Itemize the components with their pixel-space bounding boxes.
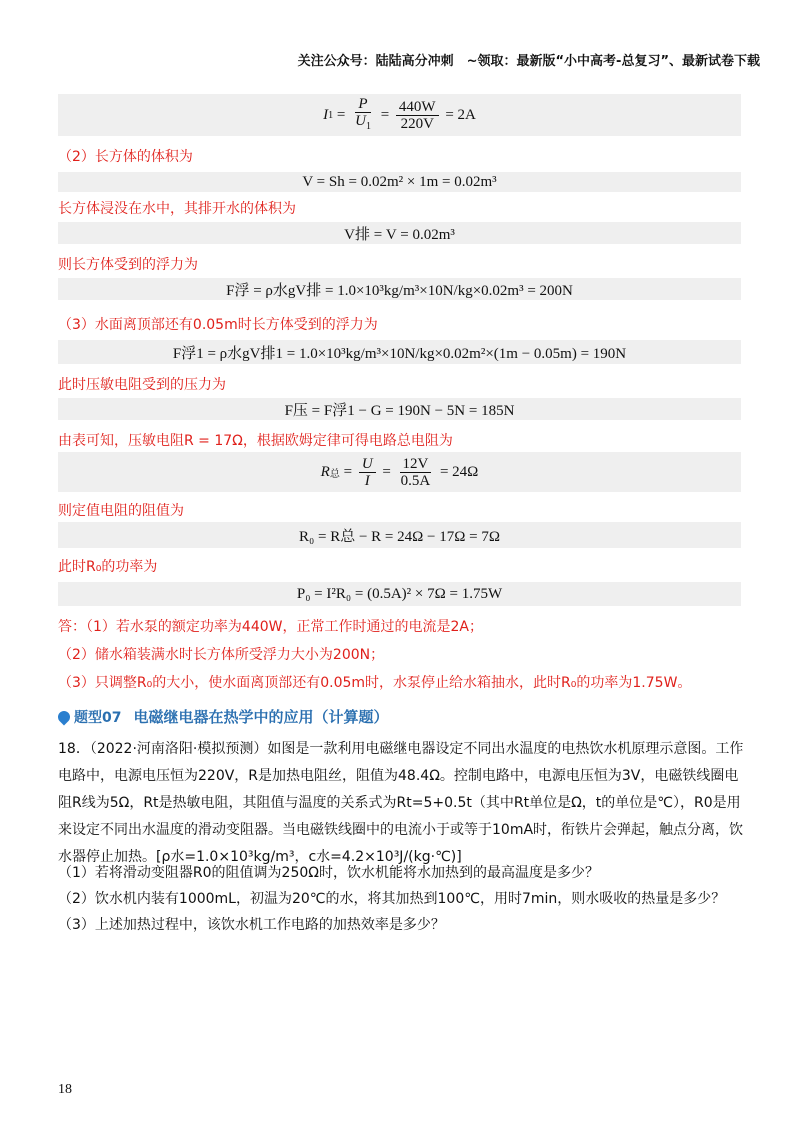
step-volume-heading: （2）长方体的体积为 <box>58 149 193 165</box>
question-part-1: （1）若将滑动变阻器R0的阻值调为250Ω时，饮水机能将水加热到的最高温度是多少？ <box>58 865 599 881</box>
page-number: 18 <box>58 1082 72 1097</box>
question-stem: 18．（2022·河南洛阳·模拟预测）如图是一款利用电磁继电器设定不同出水温度的电热饮水机原理示意图。工作电路中，电源电压恒为220V，R是加热电阻丝，阻值为48.4Ω。控制电路中，电源电压恒为3V，电磁铁线圈电阻R线为5Ω，Rt是热敏电阻，其阻值与温度的关系式为Rt=5+0.5t（其中Rt单位是Ω，t的单位是℃），R0是用来设定不同出水温度的滑动变阻器。当电磁铁线圈中的电流小于或等于10mA时，衔铁片会弹起，触点分离，饮水器停止加热。[ρ水=1.0×10³kg/m³，c水=4.2×10³J/(kg·℃)] <box>58 741 744 865</box>
section-title: 电磁继电器在热学中的应用（计算题） <box>133 708 389 726</box>
page-header: 关注公众号：陆陆高分冲刺 ~领取：最新版“小中高考-总复习”、最新试卷下载 <box>297 54 760 69</box>
section-tag: 题型07 <box>74 709 122 726</box>
formula-current: I 1 = $\frac{P}{U_1}$ = $\frac{440W}{220V}$ = 2A <box>58 94 741 136</box>
step-displaced-heading: 长方体浸没在水中，其排开水的体积为 <box>58 201 296 217</box>
formula-total-resistance: R 总 = $\frac{U}{I}$ = $\frac{12V}{0.5A}$ = 24Ω <box>58 452 741 492</box>
formula-pressure: F压 = F浮1 − G = 190N − 5N = 185N <box>58 398 741 420</box>
section-heading <box>58 706 389 727</box>
step-total-resistance-heading: 由表可知，压敏电阻R = 17Ω，根据欧姆定律可得电路总电阻为 <box>58 433 453 449</box>
step-buoyancy1-heading: （3）水面离顶部还有0.05m时长方体受到的浮力为 <box>58 317 378 333</box>
formula-buoyancy: F浮 = ρ水gV排 = 1.0×10³kg/m³×10N/kg×0.02m³ = 200N <box>58 278 741 300</box>
answer-line-3: （3）只调整R₀的大小，使水面离顶部还有0.05m时，水泵停止给水箱抽水，此时R₀的功率为1.75W。 <box>58 675 692 691</box>
formula-volume: V = Sh = 0.02m² × 1m = 0.02m³ <box>58 172 741 192</box>
step-power-heading: 此时R₀的功率为 <box>58 559 158 575</box>
step-pressure-heading: 此时压敏电阻受到的压力为 <box>58 377 226 393</box>
question-part-2: （2）饮水机内装有1000mL，初温为20℃的水，将其加热到100℃，用时7min，则水吸收的热量是多少？ <box>58 891 726 907</box>
formula-displaced: V排 = V = 0.02m³ <box>58 222 741 244</box>
step-fixed-resistor-heading: 则定值电阻的阻值为 <box>58 503 184 519</box>
answer-line-2: （2）储水箱装满水时长方体所受浮力大小为200N； <box>58 647 385 663</box>
formula-power: P₀ = I²R₀ = (0.5A)² × 7Ω = 1.75W <box>58 582 741 606</box>
formula-buoyancy1: F浮1 = ρ水gV排1 = 1.0×10³kg/m³×10N/kg×0.02m²×(1m − 0.05m) = 190N <box>58 340 741 364</box>
answer-line-1: 答：（1）若水泵的额定功率为440W，正常工作时通过的电流是2A； <box>58 619 483 635</box>
location-pin-icon <box>56 708 73 725</box>
question-part-3: （3）上述加热过程中，该饮水机工作电路的加热效率是多少？ <box>58 917 445 933</box>
formula-fixed-resistor: R₀ = R总 − R = 24Ω − 17Ω = 7Ω <box>58 522 741 548</box>
step-buoyancy-heading: 则长方体受到的浮力为 <box>58 257 198 273</box>
